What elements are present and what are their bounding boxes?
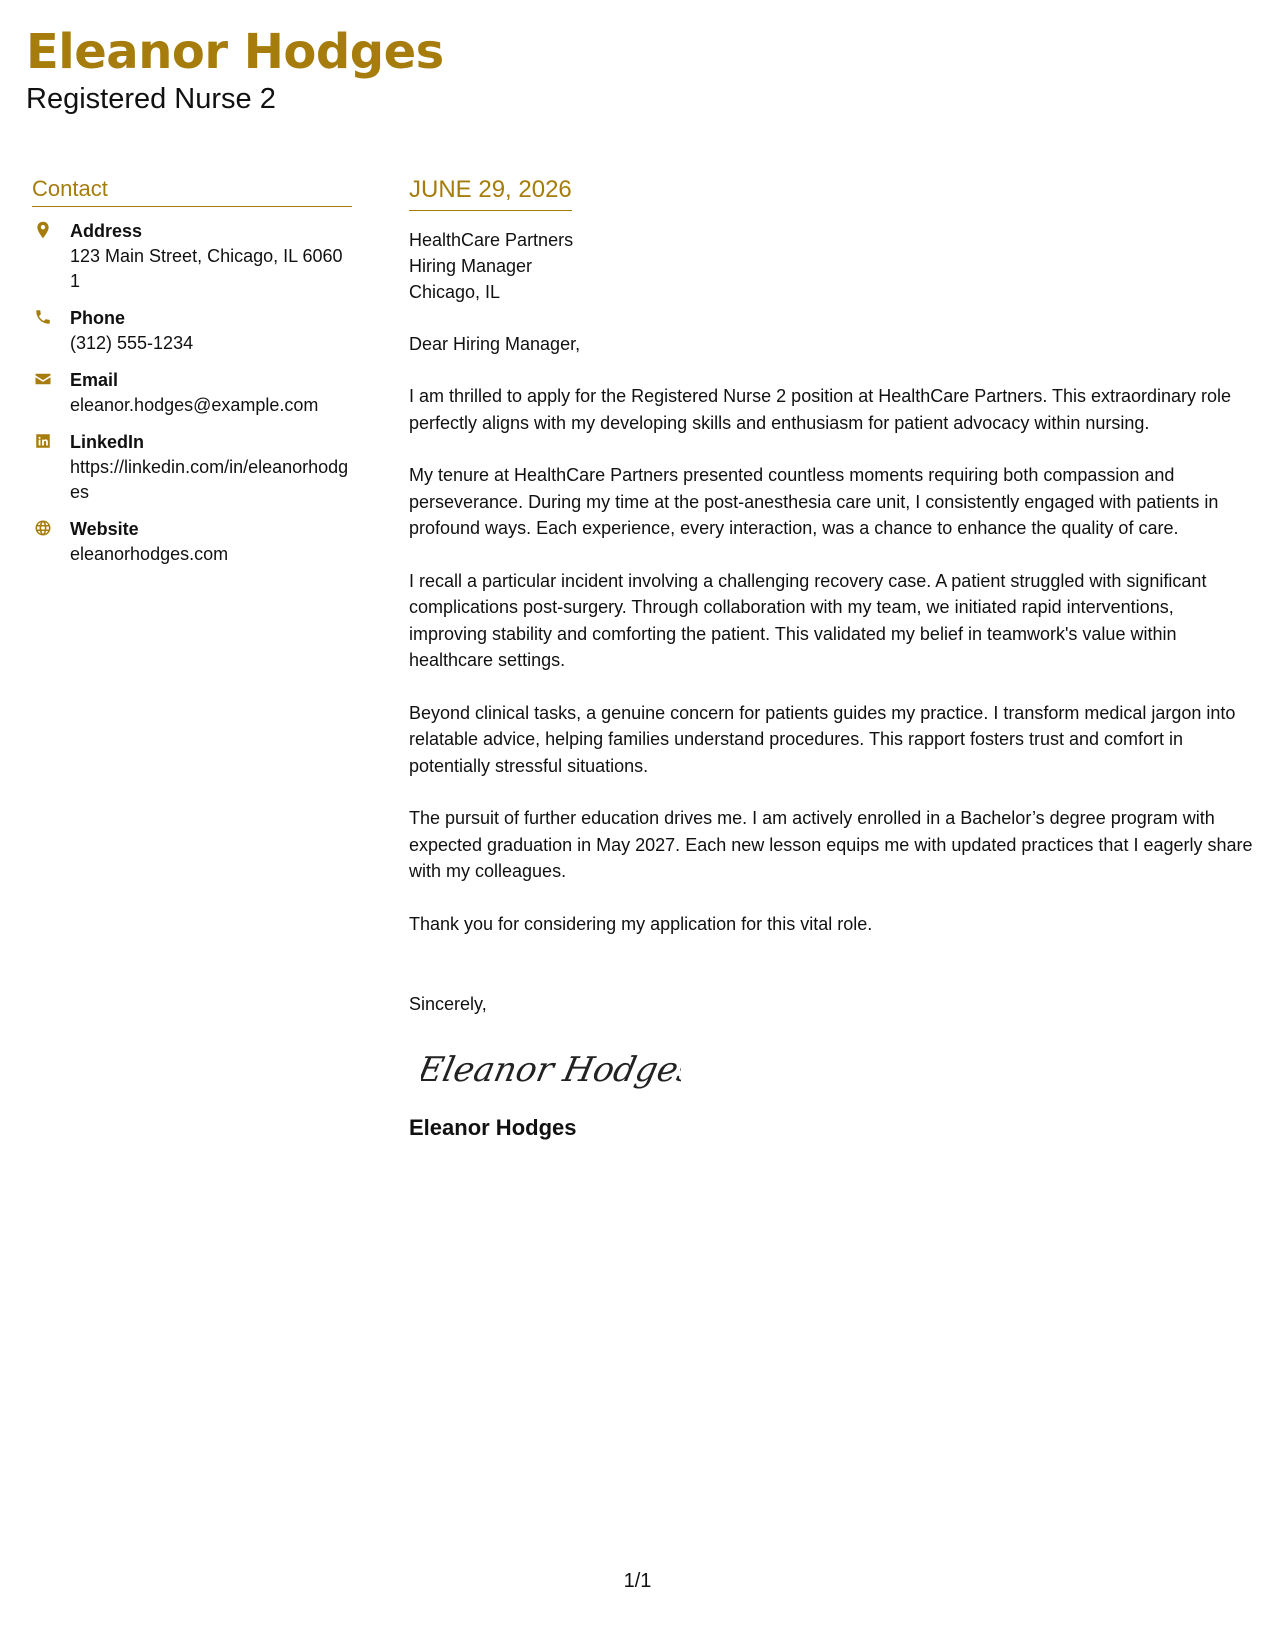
contact-linkedin bbox=[32, 430, 352, 505]
closing: Sincerely, bbox=[409, 994, 487, 1014]
recipient-block bbox=[409, 227, 1254, 305]
contact-label: LinkedIn bbox=[70, 432, 145, 452]
contact-label: Website bbox=[70, 519, 139, 539]
contact-value: https://linkedin.com/in/eleanorhodges bbox=[70, 457, 349, 502]
linkedin-icon bbox=[32, 430, 54, 452]
phone-icon bbox=[32, 306, 54, 328]
contact-value: 123 Main Street, Chicago, IL 60601 bbox=[70, 246, 343, 291]
contact-label: Phone bbox=[70, 308, 126, 328]
signer-name: Eleanor Hodges bbox=[409, 1115, 577, 1140]
letter-paragraph: I am thrilled to apply for the Registered Nurse 2 position at HealthCare Partners. This extraordinary role perfectly aligns with my developing skills and enthusiasm for patient advocacy within nursing. bbox=[409, 386, 1232, 433]
handwritten-signature bbox=[421, 1039, 681, 1099]
letter-body bbox=[409, 176, 1254, 1141]
contact-value: eleanor.hodges@example.com bbox=[70, 395, 319, 415]
contact-label: Email bbox=[70, 370, 119, 390]
contact-value: (312) 555-1234 bbox=[70, 333, 194, 353]
letter-paragraph: The pursuit of further education drives me. I am actively enrolled in a Bachelor’s degree program with expected graduation in May 2027. Each new lesson equips me with updated practices that I eagerly share with my colleagues. bbox=[409, 808, 1253, 881]
contact-label: Address bbox=[70, 221, 143, 241]
page-number: 1/1 bbox=[623, 1570, 652, 1592]
letter-date: JUNE 29, 2026 bbox=[409, 176, 572, 211]
svg-text:Eleanor Hodges: Eleanor Hodges bbox=[421, 1050, 681, 1090]
recipient-title: Hiring Manager bbox=[409, 256, 533, 276]
contact-value: eleanorhodges.com bbox=[70, 544, 229, 564]
globe-icon bbox=[32, 517, 54, 539]
envelope-icon bbox=[32, 368, 54, 390]
salutation: Dear Hiring Manager, bbox=[409, 334, 581, 354]
resume-header bbox=[26, 22, 444, 116]
letter-paragraph: Beyond clinical tasks, a genuine concern for patients guides my practice. I transform medical jargon into relatable advice, helping families understand procedures. This rapport fosters trust and comfort in potentially stressful situations. bbox=[409, 702, 1236, 776]
applicant-role: Registered Nurse 2 bbox=[26, 83, 276, 115]
applicant-name: Eleanor Hodges bbox=[26, 24, 444, 80]
recipient-location: Chicago, IL bbox=[409, 282, 501, 302]
contact-address bbox=[32, 219, 352, 294]
contact-phone bbox=[32, 306, 352, 356]
contact-section-title: Contact bbox=[32, 176, 352, 207]
contact-website bbox=[32, 517, 352, 567]
letter-paragraph: Thank you for considering my application for this vital role. bbox=[409, 913, 873, 934]
letter-paragraph: I recall a particular incident involving a challenging recovery case. A patient struggled with significant complications post-surgery. Through collaboration with my team, we initiated rapid interventions, improving stability and comforting the patient. This validated my belief in teamwork's value within healthcare settings. bbox=[409, 570, 1207, 670]
contact-email bbox=[32, 368, 352, 418]
letter-paragraph: My tenure at HealthCare Partners presented countless moments requiring both compassion and perseverance. During my time at the post-anesthesia care unit, I consistently engaged with patients in profound ways. Each experience, every interaction, was a chance to enhance the quality of care. bbox=[409, 465, 1219, 538]
sidebar bbox=[32, 176, 352, 579]
recipient-company: HealthCare Partners bbox=[409, 230, 574, 250]
map-pin-icon bbox=[32, 219, 54, 241]
